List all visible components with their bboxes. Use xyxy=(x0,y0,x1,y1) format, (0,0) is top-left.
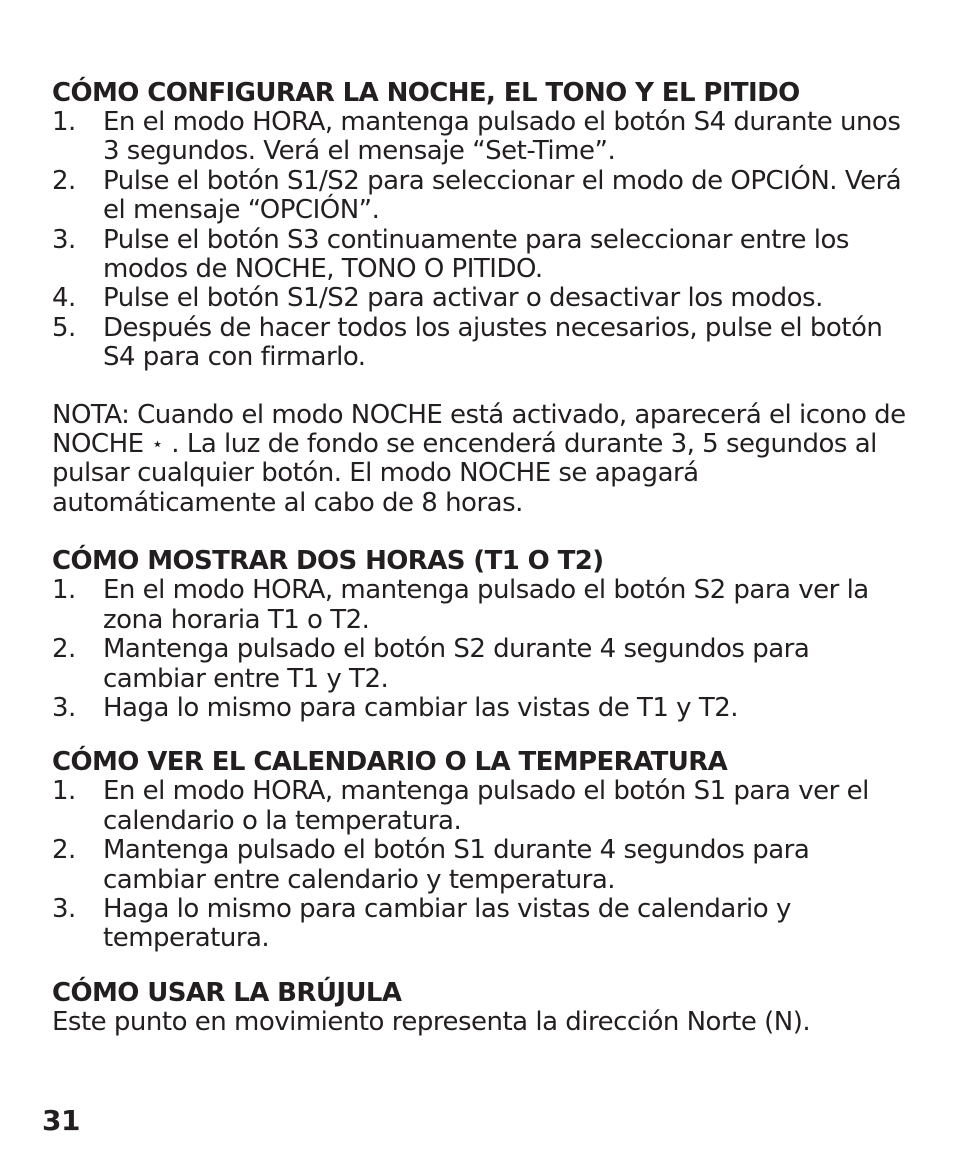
step-text: Pulse el botón S3 continuamente para seleccionar entre los modos de NOCHE, TONO O PITIDO. xyxy=(103,224,849,285)
list-item xyxy=(52,694,912,723)
step-text: Mantenga pulsado el botón S1 durante 4 segundos para cambiar entre calendario y temperatura. xyxy=(103,835,810,895)
step-text: Pulse el botón S1/S2 para seleccionar el modo de OPCIÓN. Verá el mensaje “OPCIÓN”. xyxy=(103,165,902,226)
note-text-after: . La luz de fondo se encenderá durante 3, 5 segundos al pulsar cualquier botón. El modo NOCHE se apagará automáticamente al cabo de 8 horas. xyxy=(52,429,877,518)
section-heading-night-tone-beep: CÓMO CONFIGURAR LA NOCHE, EL TONO Y EL PITIDO xyxy=(52,78,800,108)
manual-page xyxy=(52,78,912,1037)
step-number: 4. xyxy=(52,283,76,314)
step-number: 3. xyxy=(52,224,76,255)
step-text: Haga lo mismo para cambiar las vistas de calendario y temperatura. xyxy=(103,893,791,954)
compass-paragraph: Este punto en movimiento representa la dirección Norte (N). xyxy=(52,1006,811,1037)
step-text: Después de hacer todos los ajustes necesarios, pulse el botón S4 para con firmarlo. xyxy=(103,312,883,373)
section-heading-dual-time: CÓMO MOSTRAR DOS HORAS (T1 O T2) xyxy=(52,546,604,577)
step-text: Pulse el botón S1/S2 para activar o desactivar los modos. xyxy=(103,283,823,314)
section-heading-calendar-temperature: CÓMO VER EL CALENDARIO O LA TEMPERATURA xyxy=(52,747,728,778)
step-number: 2. xyxy=(52,165,76,196)
steps-list-dual-time xyxy=(52,576,912,723)
list-item xyxy=(52,108,912,167)
steps-list-calendar-temperature xyxy=(52,777,912,953)
note-paragraph xyxy=(52,401,912,519)
list-item xyxy=(52,284,912,313)
step-text: En el modo HORA, mantenga pulsado el botón S2 para ver la zona horaria T1 o T2. xyxy=(103,575,869,635)
list-item xyxy=(52,576,912,635)
step-number: 2. xyxy=(52,634,76,665)
step-text: Mantenga pulsado el botón S2 durante 4 segundos para cambiar entre T1 y T2. xyxy=(103,634,810,694)
list-item xyxy=(52,314,912,373)
step-number: 1. xyxy=(52,776,76,807)
section-heading-compass: CÓMO USAR LA BRÚJULA xyxy=(52,977,402,1008)
list-item xyxy=(52,836,912,895)
step-number: 2. xyxy=(52,835,76,866)
step-number: 1. xyxy=(52,575,76,606)
list-item xyxy=(52,167,912,226)
step-text: En el modo HORA, mantenga pulsado el botón S1 para ver el calendario o la temperatura. xyxy=(103,776,869,836)
step-number: 3. xyxy=(52,893,76,924)
list-item xyxy=(52,895,912,954)
page-number: 31 xyxy=(42,1104,80,1137)
night-moon-icon xyxy=(145,434,163,454)
list-item xyxy=(52,777,912,836)
step-number: 5. xyxy=(52,312,76,343)
list-item xyxy=(52,635,912,694)
list-item xyxy=(52,226,912,285)
steps-list-night-tone-beep xyxy=(52,108,912,373)
step-text: En el modo HORA, mantenga pulsado el botón S4 durante unos 3 segundos. Verá el mensaje “Set-Time”. xyxy=(103,107,901,167)
note-text-before: NOTA: Cuando el modo NOCHE está activado, aparecerá el icono de NOCHE xyxy=(52,399,906,460)
step-text: Haga lo mismo para cambiar las vistas de T1 y T2. xyxy=(103,692,739,723)
step-number: 1. xyxy=(52,107,76,137)
step-number: 3. xyxy=(52,692,76,723)
